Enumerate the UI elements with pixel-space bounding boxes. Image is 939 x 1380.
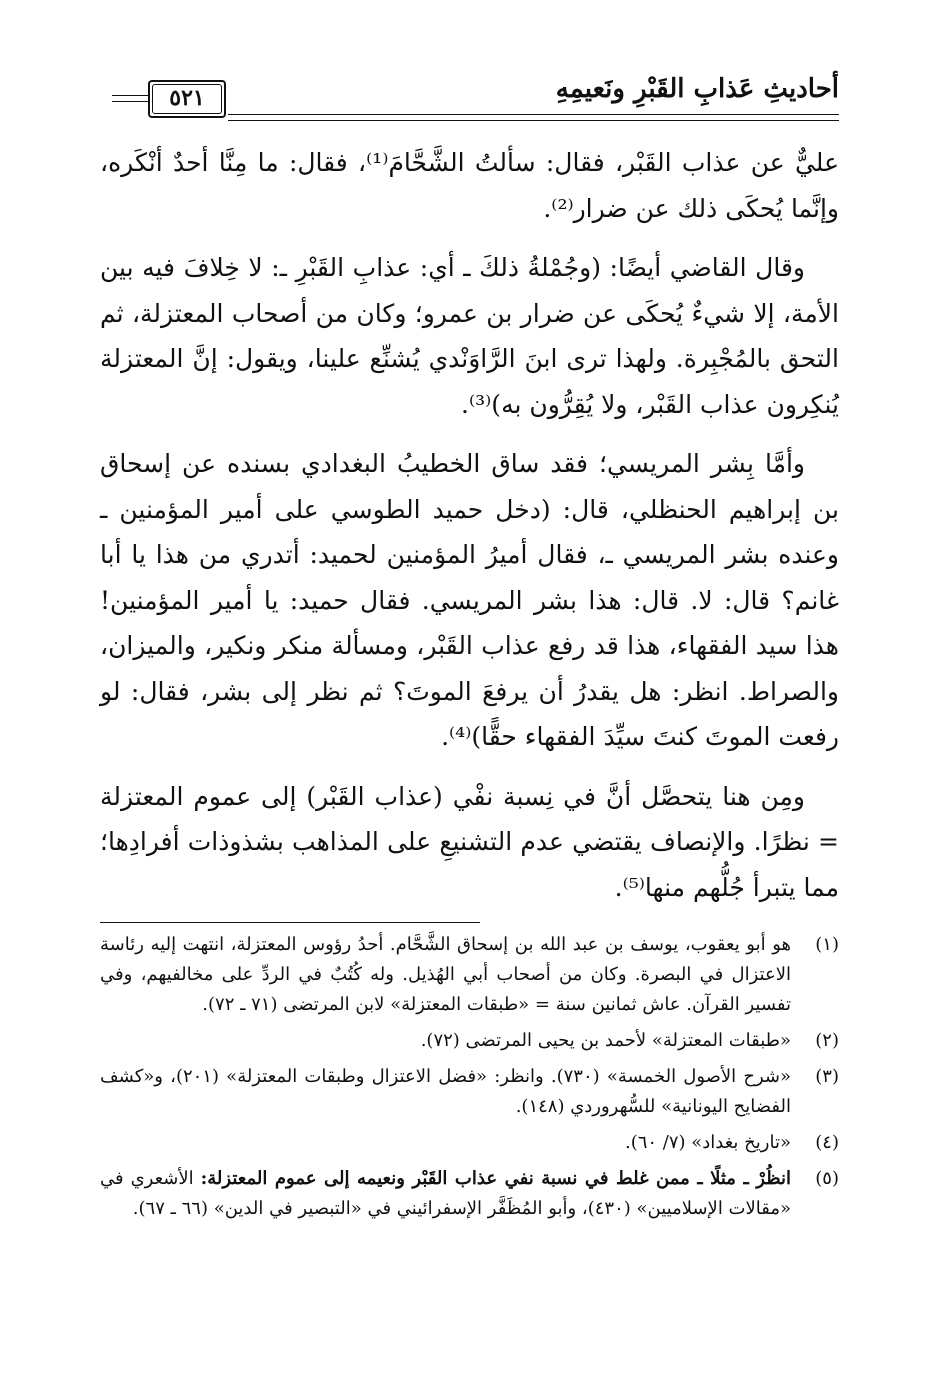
footnote-5 <box>100 1164 839 1224</box>
footnote-number: (٢) <box>815 1030 839 1051</box>
footnote-separator <box>100 922 480 923</box>
footnote-number: (٤) <box>815 1132 839 1153</box>
footnote-4 <box>100 1128 839 1158</box>
page-number-frame <box>148 80 226 118</box>
header-rule <box>112 101 148 102</box>
running-title: أحاديثِ عَذابِ القَبْرِ ونَعيمِهِ <box>555 74 839 104</box>
footnote-3 <box>100 1062 839 1122</box>
footnote-number: (٣) <box>815 1066 839 1087</box>
footnote-number: (٥) <box>815 1168 839 1189</box>
footnote-text: هو أبو يعقوب، يوسف بن عبد الله بن إسحاق الشَّحَّام. أحدُ رؤوس المعتزلة، انتهت إليه رئاسة الاعتزال في البصرة. وكان من أصحاب أبي الهُذيل. وله كُتُبٌ في الردِّ على مخالفيهم، وفي تفسير القرآن. عاش ثمانين سنة = «طبقات المعتزلة» لابن المرتضى (٧١ ـ ٧٢). <box>100 934 791 1015</box>
paragraph-2: وقال القاضي أيضًا: (وجُمْلةُ ذلكَ ـ أي: عذابِ القَبْرِ ـ: لا خِلافَ فيه بين الأمة، إلا شيءٌ يُحكَى عن ضرار بن عمرو؛ وكان من أصحاب المعتزلة، ثم التحق بالمُجْبِرة. ولهذا ترى ابنَ الرَّاوَنْدي يُشنِّع علينا، ويقول: إنَّ المعتزلة يُنكِرون عذاب القَبْر، ولا يُقِرُّون به)⁽³⁾. <box>100 253 839 419</box>
header-rule <box>228 114 839 115</box>
footnote-text: «شرح الأصول الخمسة» (٧٣٠). وانظر: «فضل الاعتزال وطبقات المعتزلة» (٢٠١)، و«كشف الفضايح اليونانية» للسُّهروردي (١٤٨). <box>100 1066 791 1117</box>
footnote-1 <box>100 930 839 1020</box>
page-number: ٥٢١ <box>169 85 205 111</box>
paragraph-1: عليٌّ عن عذاب القَبْر، فقال: سألتُ الشَّحَّامَ⁽¹⁾، فقال: ما مِنَّا أحدٌ أنْكَره، وإنَّما يُحكَى ذلك عن ضرار⁽²⁾. <box>100 148 840 223</box>
paragraph-3: وأمَّا بِشر المريسي؛ فقد ساق الخطيبُ البغدادي بسنده عن إسحاق بن إبراهيم الحنظلي، قال: (دخل حميد الطوسي على أمير المؤمنين ـ وعنده بشر المريسي ـ، فقال أميرُ المؤمنين لحميد: أتدري من هذا يا أبا غانم؟ قال: لا. قال: هذا بشر المريسي. فقال حميد: يا أمير المؤمنين! هذا سيد الفقهاء، هذا قد رفع عذاب القَبْر، ومسألة منكر ونكير، والميزان، والصراط. انظر: هل يقدرُ أن يرفعَ الموتَ؟ ثم نظر إلى بشر، فقال: لو رفعت الموتَ كنتَ سيِّدَ الفقهاء حقًّا)⁽⁴⁾. <box>100 449 839 751</box>
header-rule <box>228 120 839 121</box>
paragraph-4: ومِن هنا يتحصَّل أنَّ في نِسبة نفْي (عذاب القَبْر) إلى عموم المعتزلة = نظرًا. والإنصاف يقتضي عدم التشنيعِ على المذاهب بشذوذات أفرادِها؛ مما يتبرأ جُلُّهم منها⁽⁵⁾. <box>100 781 839 902</box>
footnote-2 <box>100 1026 839 1056</box>
footnote-text: «طبقات المعتزلة» لأحمد بن يحيى المرتضى (٧٢). <box>420 1030 791 1051</box>
header-rule <box>112 95 148 96</box>
footnote-number: (١) <box>815 934 839 955</box>
footnote-text: «تاريخ بغداد» (٧/ ٦٠). <box>624 1132 791 1153</box>
footnote-lead: انظُرْ ـ مثلًا ـ ممن غلط في نسبة نفي عذاب القَبْر ونعيمه إلى عموم المعتزلة: <box>200 1168 791 1189</box>
footnotes <box>100 930 839 1230</box>
footnote-text: الأشعري في «مقالات الإسلاميين» (٤٣٠)، وأبو المُظَفَّر الإسفرائيني في «التبصير في الدين» (٦٦ ـ ٦٧). <box>100 1168 791 1219</box>
main-text <box>100 140 839 924</box>
